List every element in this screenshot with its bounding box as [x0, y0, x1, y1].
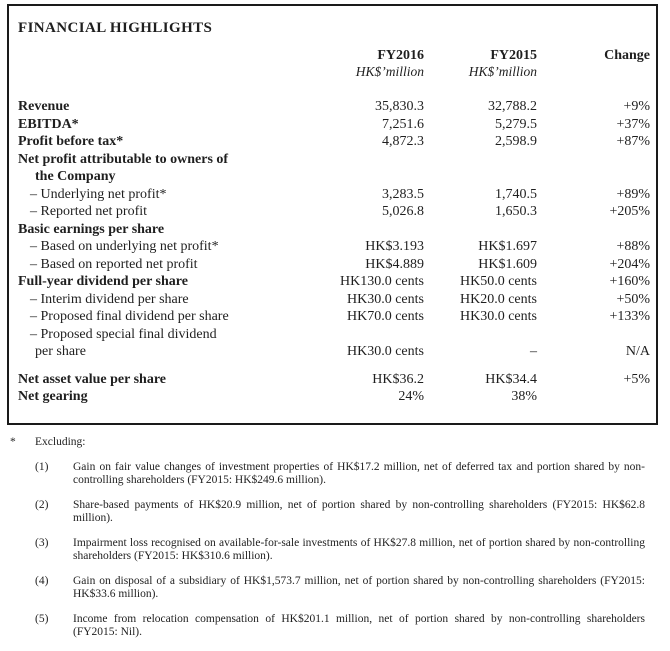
financial-highlights-box: [7, 4, 658, 425]
row-value-change: [537, 221, 650, 239]
table-row: [18, 308, 650, 326]
footnote-number: (5): [35, 613, 49, 625]
row-label: – Based on reported net profit: [30, 256, 198, 272]
row-value-fy2015: 5,279.5: [495, 116, 537, 132]
row-value-fy2016: HK$3.193: [365, 239, 424, 254]
footnotes-section: [10, 436, 645, 651]
row-value-fy2015: HK$34.4: [485, 371, 537, 387]
row-label: – Proposed final dividend per share: [30, 309, 229, 324]
table-row: [18, 388, 650, 406]
footnote-number: (3): [35, 537, 49, 549]
row-label: – Reported net profit: [30, 204, 148, 219]
row-label: Net asset value per share: [18, 371, 167, 387]
table-row: [18, 116, 650, 134]
row-label: EBITDA*: [18, 116, 79, 132]
row-value-fy2015: 38%: [511, 389, 537, 404]
row-value-change: +205%: [609, 204, 650, 219]
asterisk-marker: *: [10, 436, 16, 448]
column-unit-fy2015: HK$’million: [468, 64, 537, 79]
row-value-fy2015: 2,598.9: [495, 134, 537, 149]
row-value-fy2016: HK$4.889: [365, 256, 424, 272]
row-value-fy2015: 1,650.3: [495, 204, 537, 219]
footnote-items: [10, 461, 645, 639]
footnote-text: Gain on disposal of a subsidiary of HK$1,573.7 million, net of portion shared by non-controlling shareholders (FY2015: HK$33.6 million).: [73, 575, 645, 600]
table-row: [18, 273, 650, 291]
row-value-fy2016: HK130.0 cents: [340, 274, 424, 289]
footnote-number: (1): [35, 461, 49, 473]
row-value-fy2016: [282, 151, 424, 169]
row-value-fy2015: [424, 221, 537, 239]
table-header: [18, 48, 650, 80]
footnote-indent: [10, 537, 35, 563]
footnote-item: [10, 499, 645, 525]
row-value-fy2015: HK$1.697: [478, 239, 537, 254]
row-value-change: [537, 326, 650, 344]
row-value-fy2016: HK70.0 cents: [347, 309, 424, 324]
row-label: – Based on underlying net profit*: [30, 239, 219, 254]
column-header-fy2015: FY2015: [490, 48, 537, 63]
row-label: Profit before tax*: [18, 134, 124, 149]
row-value-fy2016: [282, 221, 424, 239]
row-value-change: +89%: [616, 186, 650, 202]
table-row: [18, 238, 650, 256]
table-row: [18, 221, 650, 239]
header-spacer: [18, 48, 282, 64]
row-value-fy2015: HK30.0 cents: [460, 309, 537, 324]
row-value-change: +88%: [616, 239, 650, 254]
table-row: [18, 291, 650, 309]
table-row: [18, 186, 650, 204]
row-value-change: [537, 388, 650, 406]
row-label: per share: [35, 344, 86, 359]
row-value-fy2016: 7,251.6: [382, 116, 424, 132]
row-label: – Underlying net profit*: [30, 186, 167, 202]
column-header-fy2016: FY2016: [377, 48, 424, 63]
row-label: Full-year dividend per share: [18, 274, 188, 289]
row-value-change: +50%: [616, 291, 650, 307]
row-value-fy2016: 3,283.5: [382, 186, 424, 202]
table-header-labels-row: [18, 48, 650, 64]
footnote-intro-row: [10, 436, 645, 449]
row-value-fy2016: [282, 326, 424, 344]
table-row: [18, 168, 650, 186]
row-value-fy2015: 32,788.2: [488, 99, 537, 114]
row-value-fy2015: HK$1.609: [478, 256, 537, 272]
row-value-fy2016: [282, 168, 424, 186]
page-title: FINANCIAL HIGHLIGHTS: [18, 20, 213, 36]
footnote-number: (2): [35, 499, 49, 511]
table-row: [18, 326, 650, 344]
table-row: [18, 343, 650, 361]
row-label: Net gearing: [18, 389, 88, 404]
row-value-change: +37%: [616, 116, 650, 132]
row-value-change: +204%: [609, 256, 650, 272]
financial-highlights-table: [18, 48, 650, 406]
row-value-fy2016: HK$36.2: [372, 371, 424, 387]
footnote-indent: [10, 461, 35, 487]
footnote-indent: [10, 613, 35, 639]
row-value-change: N/A: [625, 344, 650, 359]
column-unit-change: [537, 64, 650, 80]
row-value-change: [537, 168, 650, 186]
footnote-indent: [10, 575, 35, 601]
footnote-item: [10, 613, 645, 639]
row-value-fy2015: [424, 326, 537, 344]
row-label: – Interim dividend per share: [30, 291, 189, 307]
row-value-fy2016: 24%: [398, 389, 424, 404]
row-value-change: +87%: [616, 134, 650, 149]
row-label: – Proposed special final dividend: [30, 326, 217, 342]
row-value-change: [537, 151, 650, 169]
footnote-item: [10, 575, 645, 601]
financial-table-rows: [18, 98, 650, 406]
column-header-change: Change: [604, 48, 650, 63]
footnote-text: Share-based payments of HK$20.9 million, net of portion shared by non-controlling shareholders (FY2015: HK$62.8 million).: [73, 499, 645, 524]
row-value-change: +5%: [623, 371, 650, 387]
row-value-fy2015: HK50.0 cents: [460, 274, 537, 289]
row-value-fy2016: HK30.0 cents: [347, 291, 424, 307]
row-label: Revenue: [18, 99, 70, 114]
row-value-fy2015: HK20.0 cents: [460, 291, 537, 307]
table-row: [18, 133, 650, 151]
footnote-number: (4): [35, 575, 49, 587]
row-value-change: +160%: [609, 274, 650, 289]
row-label: the Company: [35, 169, 116, 184]
table-row: [18, 151, 650, 169]
row-label: Net profit attributable to owners of: [18, 151, 229, 167]
row-value-fy2015: –: [530, 344, 537, 359]
row-value-change: +133%: [609, 309, 650, 324]
footnote-text: Gain on fair value changes of investment properties of HK$17.2 million, net of deferred tax and portion shared by non-controlling shareholders (FY2015: HK$249.6 million).: [73, 461, 645, 486]
table-row: [18, 98, 650, 116]
row-value-change: +9%: [623, 99, 650, 114]
footnote-text: Income from relocation compensation of HK$201.1 million, net of portion shared by non-controlling shareholders (FY2015: Nil).: [73, 613, 645, 638]
row-label: Basic earnings per share: [18, 221, 165, 237]
table-row: [18, 371, 650, 389]
row-value-fy2016: 5,026.8: [382, 204, 424, 219]
footnote-text: Impairment loss recognised on available-for-sale investments of HK$27.8 million, net of portion shared by non-controlling shareholders (FY2015: HK$310.6 million).: [73, 537, 645, 562]
header-spacer: [18, 64, 282, 80]
row-value-fy2015: 1,740.5: [495, 186, 537, 202]
column-unit-fy2016: HK$’million: [355, 64, 424, 79]
row-value-fy2016: 35,830.3: [375, 99, 424, 114]
footnote-item: [10, 461, 645, 487]
row-value-fy2016: 4,872.3: [382, 134, 424, 149]
footnote-indent: [10, 499, 35, 525]
row-value-fy2015: [424, 151, 537, 169]
table-header-units-row: [18, 64, 650, 80]
footnote-item: [10, 537, 645, 563]
table-row: [18, 203, 650, 221]
footnote-intro-label: Excluding:: [35, 436, 86, 448]
row-value-fy2015: [424, 168, 537, 186]
table-row: [18, 256, 650, 274]
row-value-fy2016: HK30.0 cents: [347, 344, 424, 359]
